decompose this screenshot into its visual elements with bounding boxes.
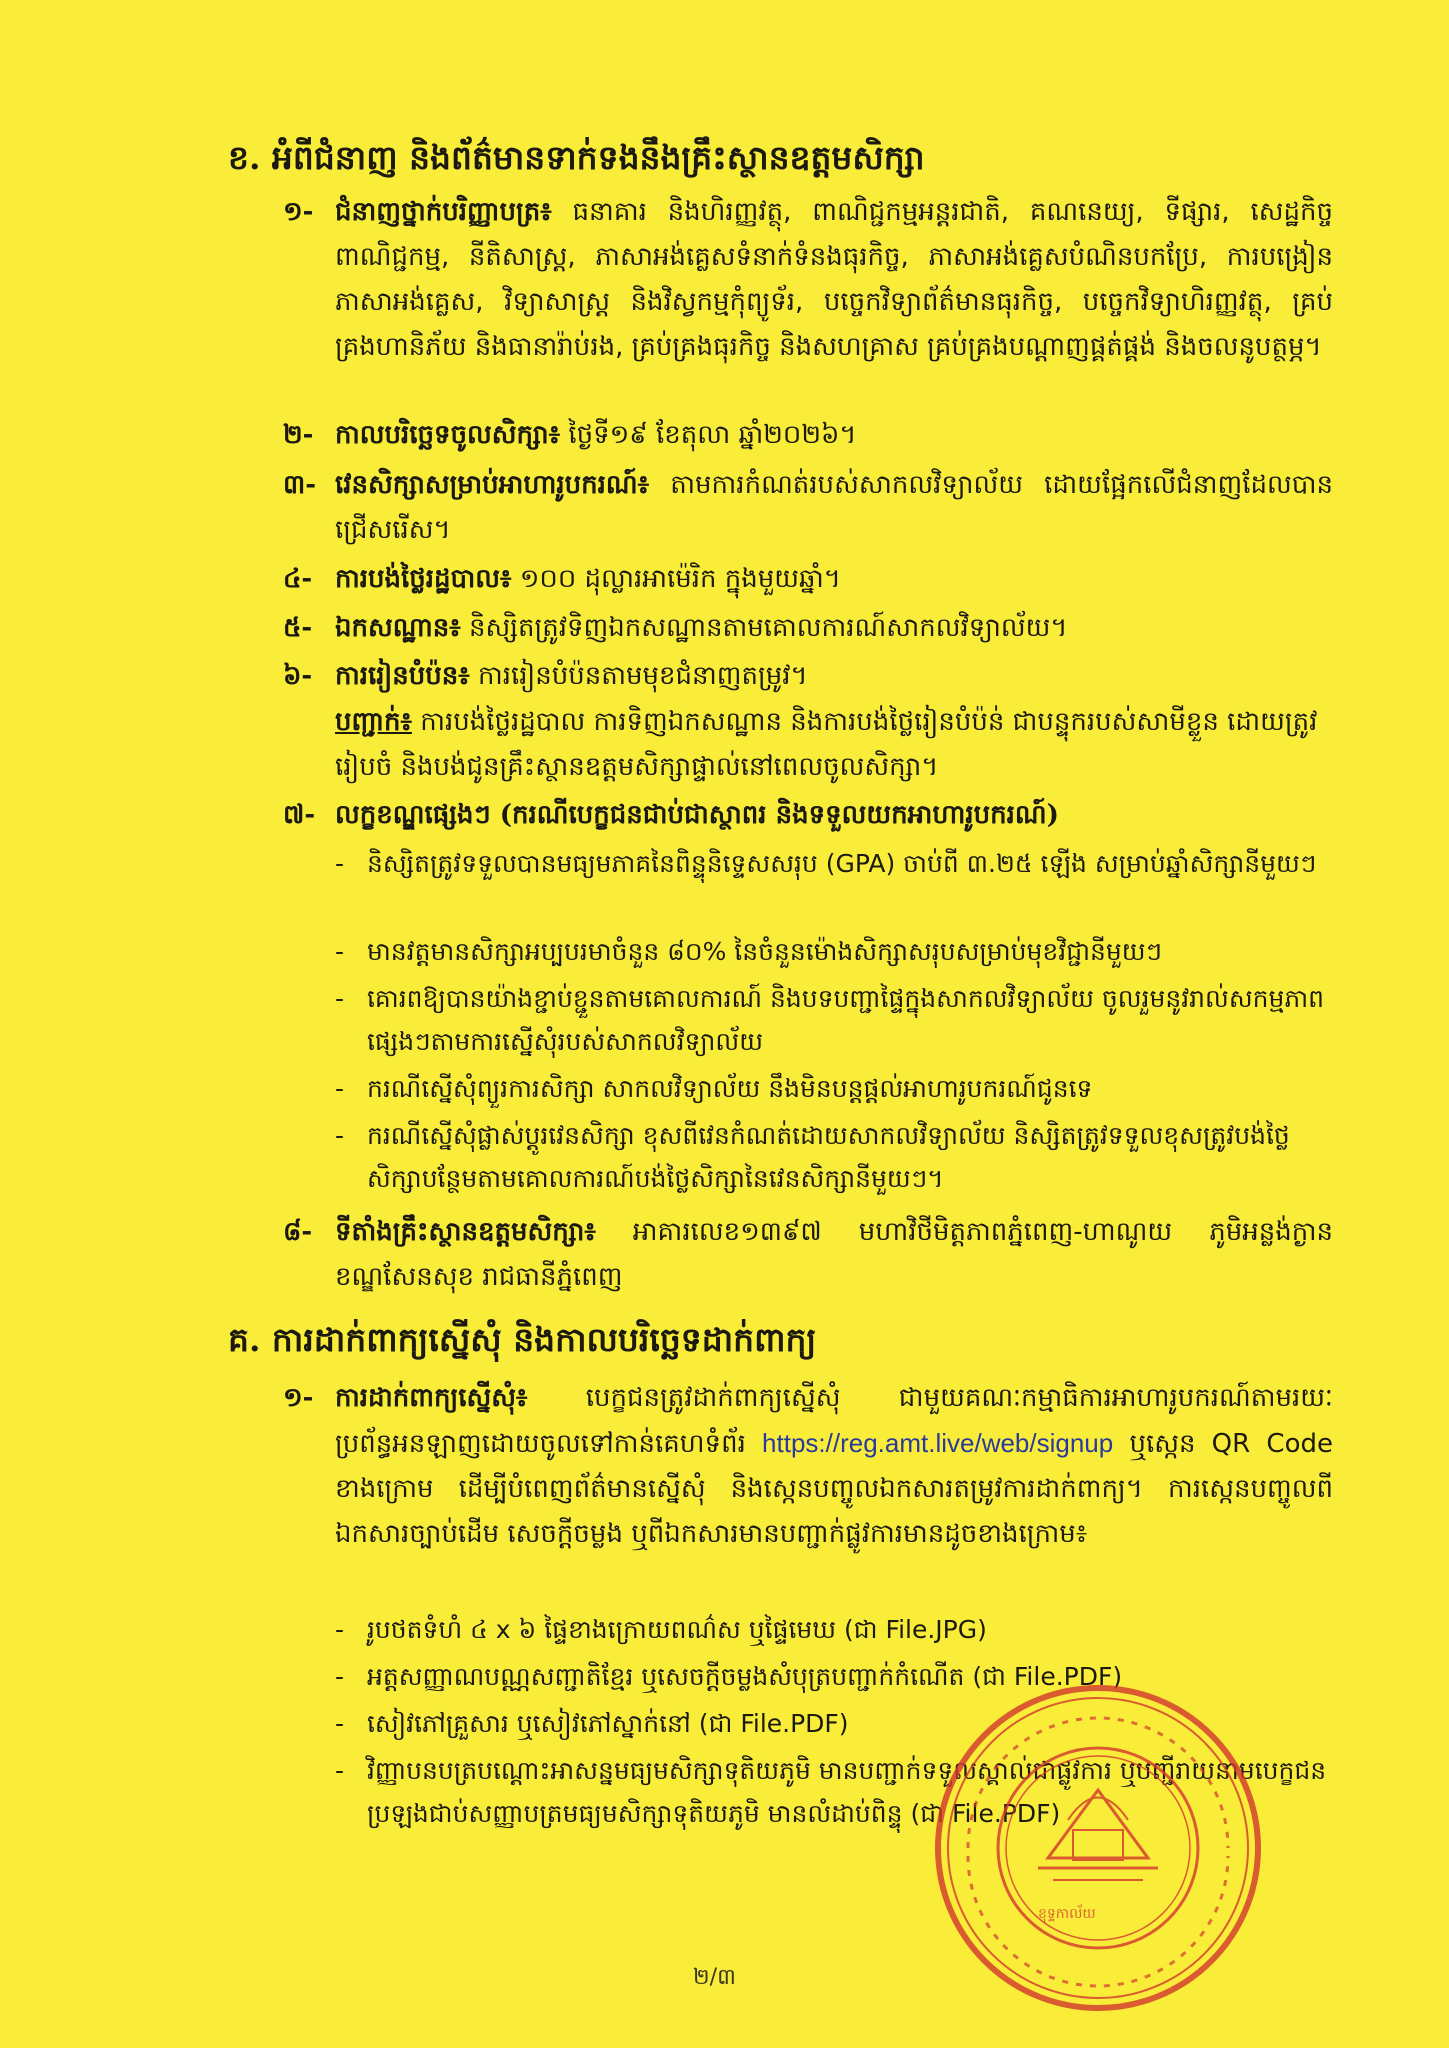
signup-link[interactable]: https://reg.amt.live/web/signup bbox=[762, 1428, 1114, 1458]
item-number: ៣- bbox=[283, 470, 317, 500]
item-location bbox=[283, 1210, 1333, 1300]
item-label: ជំនាញថ្នាក់បរិញ្ញាបត្រ៖ bbox=[335, 197, 552, 227]
bullet-text: ករណីស្នើសុំព្យួរការសិក្សា សាកលវិទ្យាល័យ នឹងមិនបន្តផ្តល់អាហារូបករណ៍ជូនទេ bbox=[367, 1074, 1093, 1103]
bullet-text: និស្សិតត្រូវទទួលបានមធ្យមភាគនៃពិន្ទុនិទ្ទេសសរុប (GPA) ចាប់ពី ៣.២៥ ឡើង សម្រាប់ឆ្នាំសិក្សានីមួយៗ bbox=[367, 849, 1317, 878]
list-item: - រូបថតទំហំ ៤ x ៦ ផ្ទៃខាងក្រោយពណ៌ស ឬផ្ទៃមេឃ (ជា File.JPG) bbox=[335, 1608, 1335, 1651]
bullet-text: គោរពឱ្យបានយ៉ាងខ្ជាប់ខ្ជួនតាមគោលការណ៍ និងបទបញ្ជាផ្ទៃក្នុងសាកលវិទ្យាល័យ ចូលរួមនូវរាល់សកម្មភាពផ្សេងៗតាមការស្នើសុំរបស់សាកលវិទ្យាល័យ bbox=[367, 984, 1325, 1056]
official-seal bbox=[928, 1680, 1268, 2016]
list-item: - វិញ្ញាបនបត្របណ្តោះអាសន្នមធ្យមសិក្សាទុតិយភូមិ មានបញ្ជាក់ទទួលស្គាល់ជាផ្លូវការ ឬបញ្ជីរាយនាមបេក្ខជនប្រឡងជាប់សញ្ញាបត្រមធ្យមសិក្សាទុតិយភូមិ មានលំដាប់ពិន្ទុ (ជា File.PDF) bbox=[335, 1749, 1335, 1835]
list-item: - គោរពឱ្យបានយ៉ាងខ្ជាប់ខ្ជួនតាមគោលការណ៍ និងបទបញ្ជាផ្ទៃក្នុងសាកលវិទ្យាល័យ ចូលរួមនូវរាល់សកម្មភាពផ្សេងៗតាមការស្នើសុំរបស់សាកលវិទ្យាល័យ bbox=[335, 977, 1335, 1063]
item-study-shift bbox=[283, 463, 1333, 553]
item-label: ការបង់ថ្លៃរដ្ឋបាល៖ bbox=[335, 564, 512, 594]
item-tutoring bbox=[283, 654, 1333, 699]
section-b-heading: ខ. អំពីជំនាញ និងព័ត៌មានទាក់ទងនឹងគ្រឹះស្ថានឧត្តមសិក្សា bbox=[228, 138, 925, 177]
item-number: ៤- bbox=[283, 564, 313, 594]
item-text: ការរៀនបំប៉នតាមមុខជំនាញតម្រូវ។ bbox=[469, 661, 808, 691]
item-text: អាគារលេខ១៣៩៧ មហាវិថីមិត្តភាពភ្នំពេញ-ហាណូយ ភូមិអន្លង់ក្ងាន ខណ្ឌសែនសុខ រាជធានីភ្នំពេញ bbox=[335, 1217, 1333, 1292]
item-text: ១០០ ដុល្លារអាម៉េរិក ក្នុងមួយឆ្នាំ។ bbox=[511, 564, 841, 594]
section-c-heading: គ. ការដាក់ពាក្យស្នើសុំ និងកាលបរិច្ឆេទដាក់ពាក្យ bbox=[228, 1320, 817, 1359]
item-label: វេនសិក្សាសម្រាប់អាហារូបករណ៍៖ bbox=[335, 470, 650, 500]
list-item: - មានវត្តមានសិក្សាអប្បបរមាចំនួន ៨០% នៃចំនួនម៉ោងសិក្សាសរុបសម្រាប់មុខវិជ្ជានីមួយៗ bbox=[335, 930, 1335, 973]
item-label: លក្ខខណ្ឌផ្សេងៗ (ករណីបេក្ខជនជាប់ជាស្ថាពរ និងទទួលយកអាហារូបករណ៍) bbox=[335, 800, 1059, 830]
item-text: និស្សិតត្រូវទិញឯកសណ្ឋានតាមគោលការណ៍សាកលវិទ្យាល័យ។ bbox=[460, 613, 1068, 643]
item-text: ធនាគារ និងហិរញ្ញវត្ថុ, ពាណិជ្ជកម្មអន្តរជាតិ, គណនេយ្យ, ទីផ្សារ, សេដ្ឋកិច្ចពាណិជ្ជកម្ម, នីតិសាស្ត្រ, ភាសាអង់គ្លេសទំនាក់ទំនងធុរកិច្ច, ភាសាអង់គ្លេសបំណិនបកប្រែ, ការបង្រៀនភាសាអង់គ្លេស, វិទ្យាសាស្ត្រ និងវិស្វកម្មកុំព្យូទ័រ, បច្ចេកវិទ្យាព័ត៌មានធុរកិច្ច, បច្ចេកវិទ្យាហិរញ្ញវត្ថុ, គ្រប់គ្រងហានិភ័យ និងធានារ៉ាប់រង, គ្រប់គ្រងធុរកិច្ច និងសហគ្រាស គ្រប់គ្រងបណ្តាញផ្គត់ផ្គង់ និងចលនូបត្ថម្ភ។ bbox=[335, 197, 1333, 362]
item-application bbox=[283, 1376, 1333, 1557]
item-text: ថ្ងៃទី១៩ ខែតុលា ឆ្នាំ២០២៦។ bbox=[560, 420, 857, 450]
item-number: ៥- bbox=[283, 613, 313, 643]
list-item: - ករណីស្នើសុំព្យួរការសិក្សា សាកលវិទ្យាល័យ នឹងមិនបន្តផ្តល់អាហារូបករណ៍ជូនទេ bbox=[335, 1067, 1335, 1110]
item-label: ទីតាំងគ្រឹះស្ថានឧត្តមសិក្សា៖ bbox=[335, 1217, 596, 1247]
bullet-text: រូបថតទំហំ ៤ x ៦ ផ្ទៃខាងក្រោយពណ៌ស ឬផ្ទៃមេឃ (ជា File.JPG) bbox=[367, 1615, 987, 1644]
bullet-text: ករណីស្នើសុំផ្លាស់ប្តូរវេនសិក្សា ខុសពីវេនកំណត់ដោយសាកលវិទ្យាល័យ និស្សិតត្រូវទទួលខុសត្រូវបង់ថ្លៃសិក្សាបន្ថែមតាមគោលការណ៍បង់ថ្លៃសិក្សានៃវេនសិក្សានីមួយៗ។ bbox=[367, 1121, 1290, 1193]
item-conditions bbox=[283, 793, 1333, 838]
item-number: ២- bbox=[283, 420, 314, 450]
item-uniform bbox=[283, 606, 1333, 651]
page-number: ២/៣ bbox=[693, 1965, 736, 1990]
item-start-date bbox=[283, 413, 1333, 458]
note-label: បញ្ជាក់៖ bbox=[335, 707, 412, 737]
item-admin-fee bbox=[283, 557, 1333, 602]
item-label: ឯកសណ្ឋាន៖ bbox=[335, 613, 461, 643]
item-label: កាលបរិច្ឆេទចូលសិក្សា៖ bbox=[335, 420, 561, 450]
item-number: ៧- bbox=[283, 800, 316, 830]
list-item: - និស្សិតត្រូវទទួលបានមធ្យមភាគនៃពិន្ទុនិទ្ទេសសរុប (GPA) ចាប់ពី ៣.២៥ ឡើង សម្រាប់ឆ្នាំសិក្សានីមួយៗ bbox=[335, 842, 1335, 885]
list-item: - សៀវភៅគ្រួសារ ឬសៀវភៅស្នាក់នៅ (ជា File.PDF) bbox=[335, 1702, 1335, 1745]
item-number: ៦- bbox=[283, 661, 313, 691]
item-text: ឬស្កេន QR Code ខាងក្រោម ដើម្បីបំពេញព័ត៌មានស្នើសុំ និងស្កេនបញ្ចូលឯកសារតម្រូវការដាក់ពាក្យ។ ការស្កេនបញ្ចូលពីឯកសារច្បាប់ដើម សេចក្តីចម្លង ឬពីឯកសារមានបញ្ជាក់ផ្លូវការមានដូចខាងក្រោម៖ bbox=[335, 1429, 1333, 1549]
item-number: ១- bbox=[283, 197, 314, 227]
item-text: តាមការកំណត់របស់សាកលវិទ្យាល័យ ដោយផ្អែកលើជំនាញដែលបានជ្រើសរើស។ bbox=[335, 470, 1333, 545]
list-item: - ករណីស្នើសុំផ្លាស់ប្តូរវេនសិក្សា ខុសពីវេនកំណត់ដោយសាកលវិទ្យាល័យ និស្សិតត្រូវទទួលខុសត្រូវបង់ថ្លៃសិក្សាបន្ថែមតាមគោលការណ៍បង់ថ្លៃសិក្សានៃវេនសិក្សានីមួយៗ។ bbox=[335, 1114, 1335, 1200]
bullet-text: សៀវភៅគ្រួសារ ឬសៀវភៅស្នាក់នៅ (ជា File.PDF) bbox=[367, 1709, 849, 1738]
item-number: ៨- bbox=[283, 1217, 313, 1247]
bullet-text: អត្តសញ្ញាណបណ្ណសញ្ជាតិខ្មែរ ឬសេចក្តីចម្លងសំបុត្របញ្ជាក់កំណើត (ជា File.PDF) bbox=[367, 1662, 1123, 1691]
item-text: បេក្ខជនត្រូវដាក់ពាក្យស្នើសុំ ជាមួយគណៈកម្មាធិការអាហារូបករណ៍តាមរយៈប្រព័ន្ធអនឡាញដោយចូលទៅកាន់គេហទំព័រ bbox=[335, 1383, 1333, 1459]
item-label: ការដាក់ពាក្យស្នើសុំ៖ bbox=[335, 1383, 528, 1413]
item-label: ការរៀនបំប៉ន៖ bbox=[335, 661, 470, 691]
bullet-text: មានវត្តមានសិក្សាអប្បបរមាចំនួន ៨០% នៃចំនួនម៉ោងសិក្សាសរុបសម្រាប់មុខវិជ្ជានីមួយៗ bbox=[367, 937, 1163, 966]
note-block bbox=[335, 700, 1335, 790]
list-item: - អត្តសញ្ញាណបណ្ណសញ្ជាតិខ្មែរ ឬសេចក្តីចម្លងសំបុត្របញ្ជាក់កំណើត (ជា File.PDF) bbox=[335, 1655, 1335, 1698]
note-text: ការបង់ថ្លៃរដ្ឋបាល ការទិញឯកសណ្ឋាន និងការបង់ថ្លៃរៀនបំប៉ន់ ជាបន្ទុករបស់សាមីខ្លួន ដោយត្រូវរៀបចំ និងបង់ជូនគ្រឹះស្ថានឧត្តមសិក្សាផ្ទាល់នៅពេលចូលសិក្សា។ bbox=[335, 707, 1318, 782]
seal-text: ខុទ្ទកាល័យ bbox=[1038, 1906, 1096, 1922]
bullet-text: វិញ្ញាបនបត្របណ្តោះអាសន្នមធ្យមសិក្សាទុតិយភូមិ មានបញ្ជាក់ទទួលស្គាល់ជាផ្លូវការ ឬបញ្ជីរាយនាមបេក្ខជនប្រឡងជាប់សញ្ញាបត្រមធ្យមសិក្សាទុតិយភូមិ មានលំដាប់ពិន្ទុ (ជា File.PDF) bbox=[367, 1756, 1327, 1828]
item-number: ១- bbox=[283, 1383, 314, 1413]
item-skills bbox=[283, 190, 1333, 370]
